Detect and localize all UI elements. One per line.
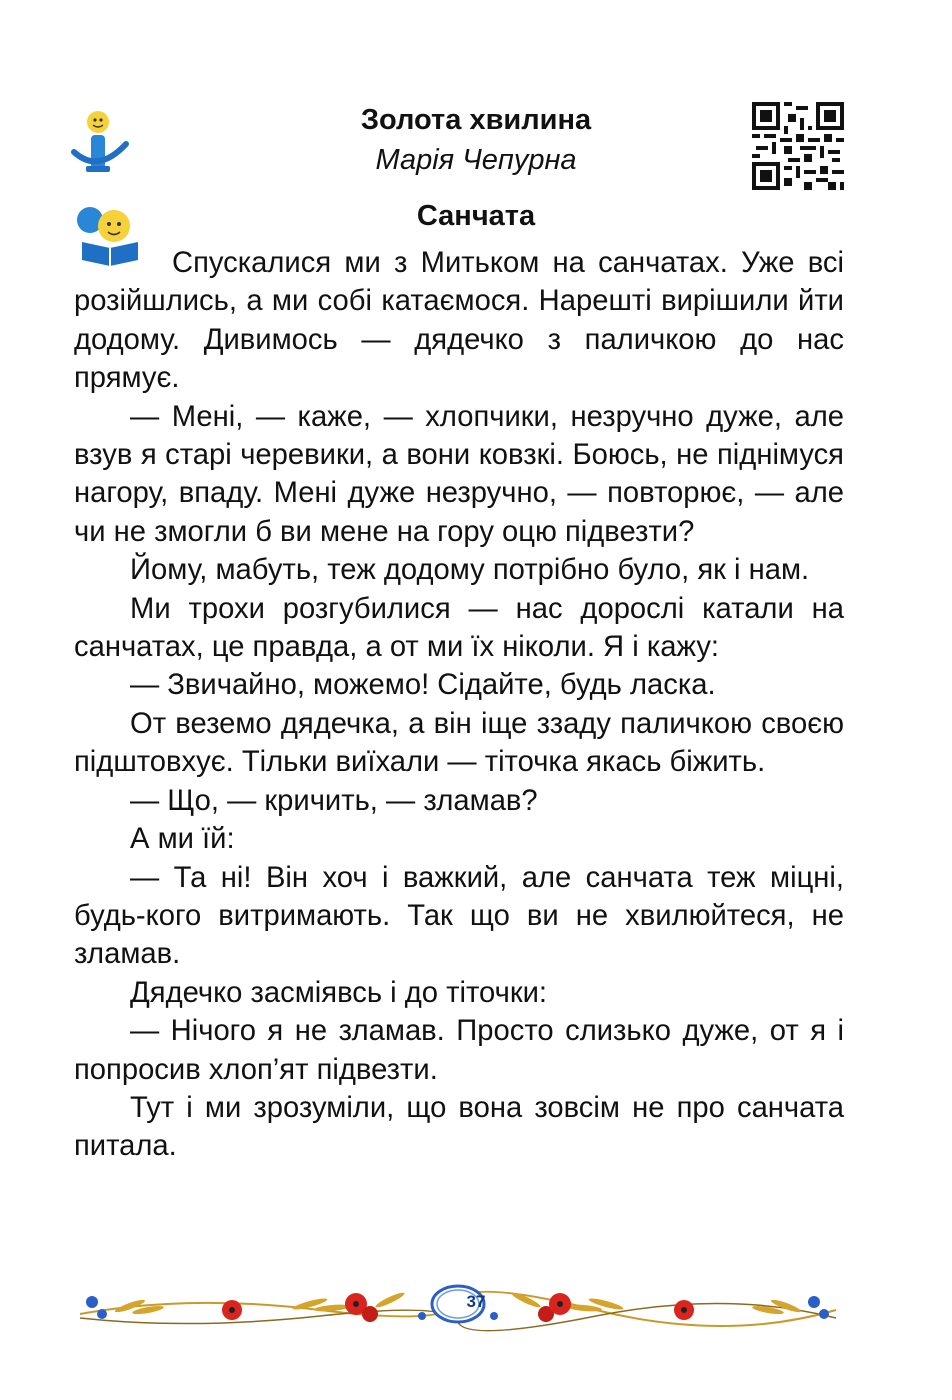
paragraph: — Мені, — каже, — хлопчики, незручно дуже, але взув я старі черевики, а вони ковзкі. Боюсь, не піднімуся нагору, впаду. Мені дуже незручно, — повторює, — але чи не змогли б ви мене на гору оцю підвезти? [74, 400, 844, 548]
paragraph: Тут і ми зрозуміли, що вона зовсім не про санчата питала. [74, 1091, 844, 1163]
section-title: Золота хвилина [360, 104, 592, 136]
paragraph: Ми трохи розгубилися — нас дорослі катали на санчатах, це правда, а от ми їх ніколи. Я і кажу: [74, 592, 844, 664]
paragraph: А ми їй: [130, 823, 235, 856]
story-title: Санчата [416, 200, 536, 232]
page-number: 37 [466, 1292, 486, 1311]
paragraph: Йому, мабуть, теж додому потрібно було, як і нам. [130, 554, 810, 587]
author-name: Марія Чепурна [375, 144, 577, 176]
paragraph: — Та ні! Він хоч і важкий, але санчата теж міцні, будь-кого витримають. Так що ви не хвилюйтеся, не зламав. [74, 861, 844, 971]
paragraph: — Що, — кричить, — зламав? [130, 784, 538, 817]
paragraph: Дядечко засміявсь і до тіточки: [130, 976, 548, 1009]
paragraph: От веземо дядечка, а він іще ззаду паличкою своєю підштовхує. Тільки виїхали — тіточка якась біжить. [74, 707, 844, 779]
paragraph: — Звичайно, можемо! Сідайте, будь ласка. [130, 669, 716, 702]
story-text [74, 244, 844, 1166]
paragraph: — Нічого я не зламав. Просто слизько дуже, от я і попросив хлоп’ят підвезти. [74, 1015, 844, 1086]
paragraph: Спускалися ми з Митьком на санчатах. Уже всі розійшлись, а ми собі катаємося. Нарешті вирішили йти додому. Дивимось — дядечко з паличкою до нас прямує. [74, 247, 844, 395]
